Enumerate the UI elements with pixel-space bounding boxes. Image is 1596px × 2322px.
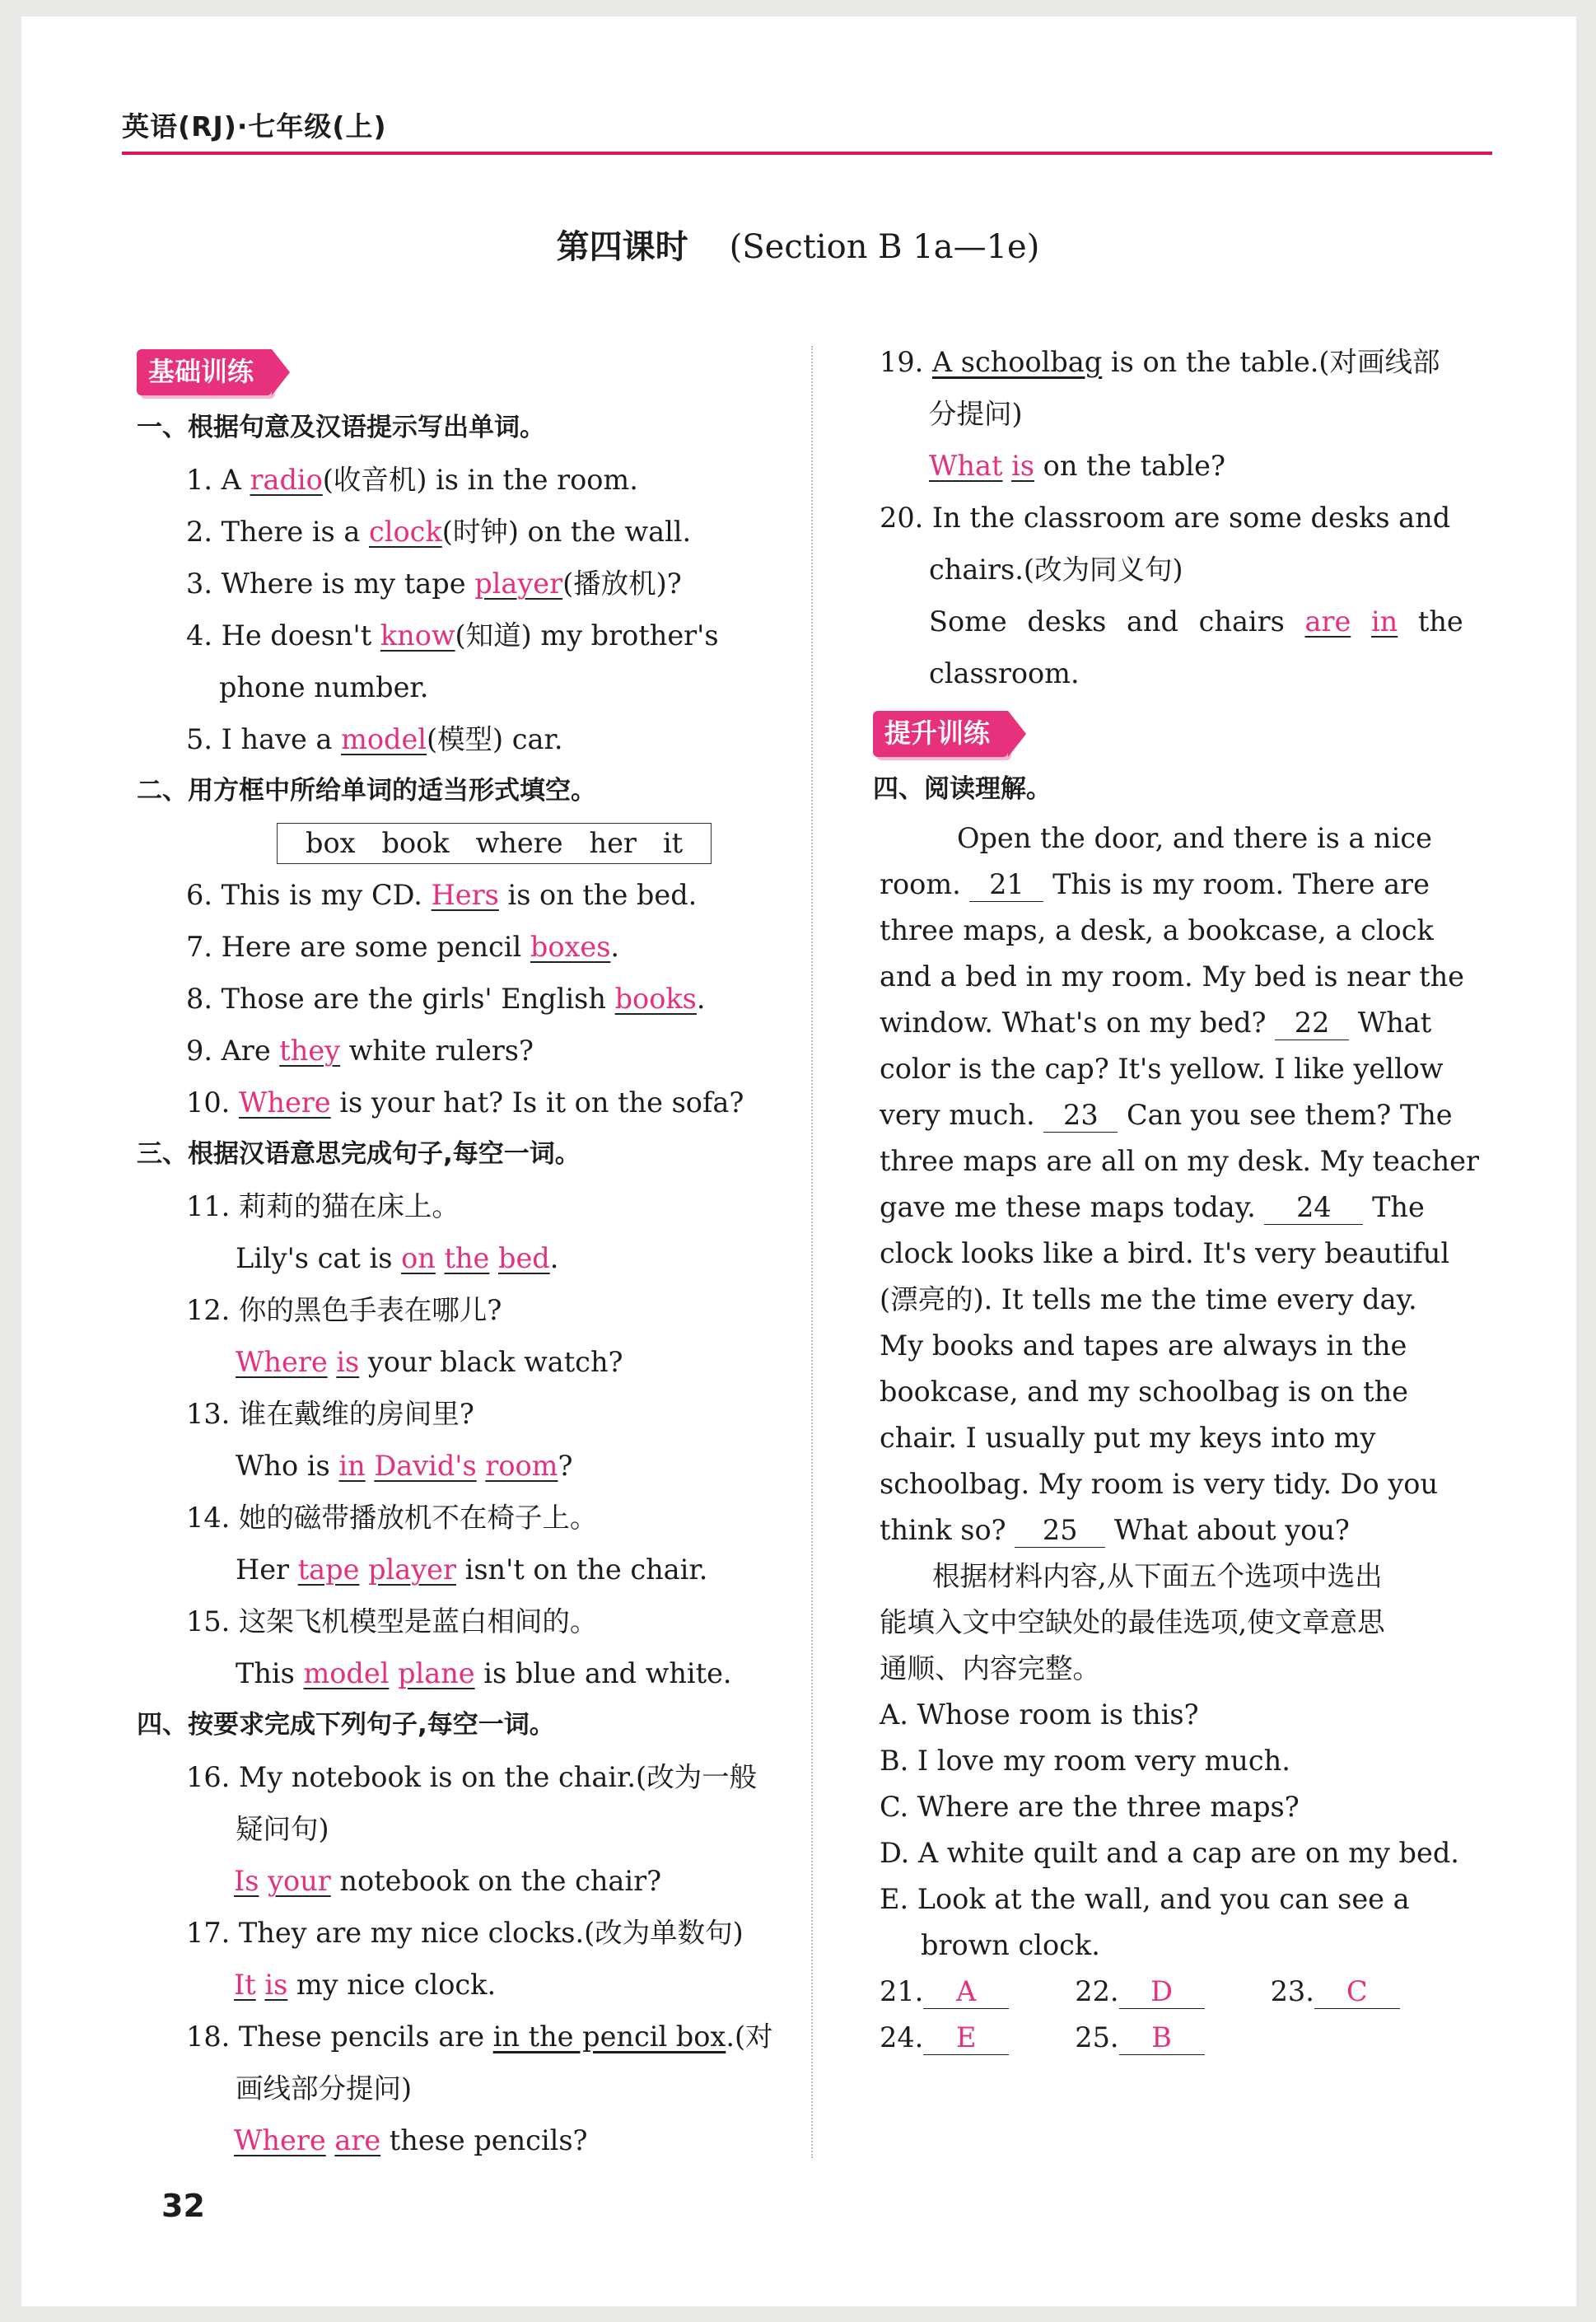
header-rule xyxy=(122,152,1492,155)
answer: books xyxy=(614,983,697,1015)
answer-row-1: 21. A 22. D 23. C xyxy=(880,1969,1505,2015)
question-4: 4. He doesn't know(知道) my brother's xyxy=(186,619,719,652)
passage-line: think so? 25 What about you? xyxy=(880,1514,1350,1546)
answer-24: E xyxy=(923,2021,1009,2055)
question-18-answer: Where are these pencils? xyxy=(234,2124,588,2156)
answer: in xyxy=(1370,605,1398,638)
question-16-answer: Is your notebook on the chair? xyxy=(234,1865,662,1897)
question-12: Where is your black watch? xyxy=(236,1346,623,1378)
blank-21: 21 xyxy=(969,868,1043,902)
lesson-heading xyxy=(0,221,1596,268)
question-12-cn: 12. 你的黑色手表在哪儿? xyxy=(186,1294,502,1326)
question-14-cn: 14. 她的磁带播放机不在椅子上。 xyxy=(186,1502,598,1534)
passage-line: very much. 23 Can you see them? The xyxy=(880,1099,1453,1131)
question-20-cont: chairs.(改为同义句) xyxy=(929,554,1183,586)
passage-line: bookcase, and my schoolbag is on the xyxy=(880,1376,1409,1408)
answer: Is xyxy=(234,1865,259,1897)
question-17: 17. They are my nice clocks.(改为单数句) xyxy=(186,1917,744,1949)
question-11: Lily's cat is on the bed. xyxy=(236,1242,559,1274)
section-4-title: 四、按要求完成下列句子,每空一词。 xyxy=(137,1710,555,1740)
question-17-answer: It is my nice clock. xyxy=(234,1969,497,2001)
option-a: A. Whose room is this? xyxy=(880,1698,1199,1731)
question-16-cont: 疑问句) xyxy=(236,1813,329,1845)
blank-22: 22 xyxy=(1275,1007,1349,1040)
answer: What xyxy=(929,450,1003,482)
option-e-cont: brown clock. xyxy=(921,1929,1100,1961)
question-13-cn: 13. 谁在戴维的房间里? xyxy=(186,1398,474,1430)
answer: are xyxy=(334,2124,381,2156)
instruction-line: 通顺、内容完整。 xyxy=(880,1652,1100,1684)
answer: in xyxy=(338,1450,366,1482)
question-15: This model plane is blue and white. xyxy=(236,1657,732,1689)
word-box-row xyxy=(137,817,804,869)
question-10: 10. Where is your hat? Is it on the sofa? xyxy=(186,1086,744,1119)
option-c: C. Where are the three maps? xyxy=(880,1791,1300,1823)
answer-22: D xyxy=(1119,1975,1205,2009)
underlined-phrase: A schoolbag xyxy=(931,346,1103,378)
question-9: 9. Are they white rulers? xyxy=(186,1035,534,1067)
option-b: B. I love my room very much. xyxy=(880,1745,1290,1777)
question-6: 6. This is my CD. Hers is on the bed. xyxy=(186,879,698,911)
question-1: 1. A radio(收音机) is in the room. xyxy=(186,464,638,496)
answer-25: B xyxy=(1119,2021,1205,2055)
answer: plane xyxy=(398,1657,475,1689)
question-14: Her tape player isn't on the chair. xyxy=(236,1553,708,1586)
answer: David's xyxy=(374,1450,477,1482)
passage-line: room. 21 This is my room. There are xyxy=(880,868,1430,900)
answer: clock xyxy=(369,516,442,548)
answer: Where xyxy=(236,1346,328,1378)
answer: Where xyxy=(234,2124,326,2156)
answer: Hers xyxy=(431,879,499,911)
passage-line: and a bed in my room. My bed is near the xyxy=(880,960,1465,993)
answer: model xyxy=(341,723,427,755)
question-5: 5. I have a model(模型) car. xyxy=(186,723,563,755)
passage-line: three maps, a desk, a bookcase, a clock xyxy=(880,914,1434,946)
answer: Where xyxy=(238,1086,331,1119)
lesson-title: 第四课时 xyxy=(556,227,688,266)
question-4-cont: phone number. xyxy=(219,671,429,703)
passage-line: Open the door, and there is a nice xyxy=(957,822,1432,854)
question-11-cn: 11. 莉莉的猫在床上。 xyxy=(186,1190,460,1222)
instruction-line: 能填入文中空缺处的最佳选项,使文章意思 xyxy=(880,1606,1385,1638)
answer: on xyxy=(401,1242,436,1274)
answer: boxes xyxy=(530,931,611,963)
answer: player xyxy=(474,568,563,600)
answer-23: C xyxy=(1314,1975,1400,2009)
passage-line: window. What's on my bed? 22 What xyxy=(880,1007,1432,1039)
instruction-line: 根据材料内容,从下面五个选项中选出 xyxy=(932,1560,1383,1592)
section-1-title: 一、根据句意及汉语提示写出单词。 xyxy=(137,413,545,442)
answer: your xyxy=(268,1865,331,1897)
answer: It xyxy=(234,1969,256,2001)
reading-section-title: 四、阅读理解。 xyxy=(873,774,1052,804)
underlined-phrase: in the pencil box xyxy=(492,2021,726,2053)
right-column xyxy=(873,336,1505,2061)
blank-24: 24 xyxy=(1264,1191,1363,1225)
question-20-answer: Some desks and chairs are in the xyxy=(929,605,1463,638)
answer: tape xyxy=(297,1553,360,1586)
answer: model xyxy=(303,1657,390,1689)
lesson-section: (Section B 1a—1e) xyxy=(729,228,1040,266)
question-2: 2. There is a clock(时钟) on the wall. xyxy=(186,516,692,548)
passage-line: gave me these maps today. 24 The xyxy=(880,1191,1425,1223)
passage-line: My books and tapes are always in the xyxy=(880,1329,1407,1362)
answer: is xyxy=(336,1346,360,1378)
column-divider xyxy=(811,346,813,2158)
section-3-title: 三、根据汉语意思完成句子,每空一词。 xyxy=(137,1139,581,1169)
passage-line: three maps are all on my desk. My teacher xyxy=(880,1145,1479,1177)
passage-line: chair. I usually put my keys into my xyxy=(880,1422,1376,1454)
running-header: 英语(RJ)·七年级(上) xyxy=(122,110,387,142)
question-13: Who is in David's room? xyxy=(236,1450,573,1482)
blank-25: 25 xyxy=(1015,1514,1105,1548)
answer: bed xyxy=(498,1242,550,1274)
question-18-cont: 画线部分提问) xyxy=(236,2072,413,2105)
answer: room xyxy=(485,1450,558,1482)
answer: the xyxy=(444,1242,490,1274)
question-19-answer: What is on the table? xyxy=(929,450,1225,482)
badge-advanced-training: 提升训练 xyxy=(873,711,1008,757)
question-7: 7. Here are some pencil boxes. xyxy=(186,931,620,963)
page-number: 32 xyxy=(161,2188,205,2224)
left-column xyxy=(137,338,804,2166)
question-8: 8. Those are the girls' English books. xyxy=(186,983,706,1015)
answer-row-2: 24. E 25. B xyxy=(880,2015,1505,2061)
reading-passage xyxy=(880,815,1505,1553)
answer: know xyxy=(380,619,455,652)
passage-line: (漂亮的). It tells me the time every day. xyxy=(880,1283,1417,1315)
option-e: E. Look at the wall, and you can see a xyxy=(880,1883,1410,1915)
question-20: 20. In the classroom are some desks and xyxy=(880,502,1451,534)
passage-line: clock looks like a bird. It's very beautiful xyxy=(880,1237,1450,1269)
passage-line: schoolbag. My room is very tidy. Do you xyxy=(880,1468,1439,1500)
answer-21: A xyxy=(923,1975,1009,2009)
question-19: 19. A schoolbag is on the table.(对画线部 xyxy=(880,346,1440,378)
section-2-title: 二、用方框中所给单词的适当形式填空。 xyxy=(137,776,596,806)
question-18: 18. These pencils are in the pencil box.(对 xyxy=(186,2021,773,2053)
question-15-cn: 15. 这架飞机模型是蓝白相间的。 xyxy=(186,1605,598,1638)
question-20-end: classroom. xyxy=(929,657,1080,689)
blank-23: 23 xyxy=(1043,1099,1118,1133)
passage-line: color is the cap? It's yellow. I like yellow xyxy=(880,1053,1444,1085)
option-d: D. A white quilt and a cap are on my bed. xyxy=(880,1837,1459,1869)
answer: is xyxy=(264,1969,288,2001)
answer: player xyxy=(368,1553,456,1586)
answer: radio xyxy=(250,464,323,496)
answer: they xyxy=(279,1035,341,1067)
word-box: box book where her it xyxy=(277,823,712,864)
question-16: 16. My notebook is on the chair.(改为一般 xyxy=(186,1761,758,1793)
question-19-cont: 分提问) xyxy=(929,398,1023,430)
badge-basic-training: 基础训练 xyxy=(137,349,272,395)
answer: is xyxy=(1011,450,1035,482)
answer: are xyxy=(1304,605,1351,638)
question-3: 3. Where is my tape player(播放机)? xyxy=(186,568,682,600)
